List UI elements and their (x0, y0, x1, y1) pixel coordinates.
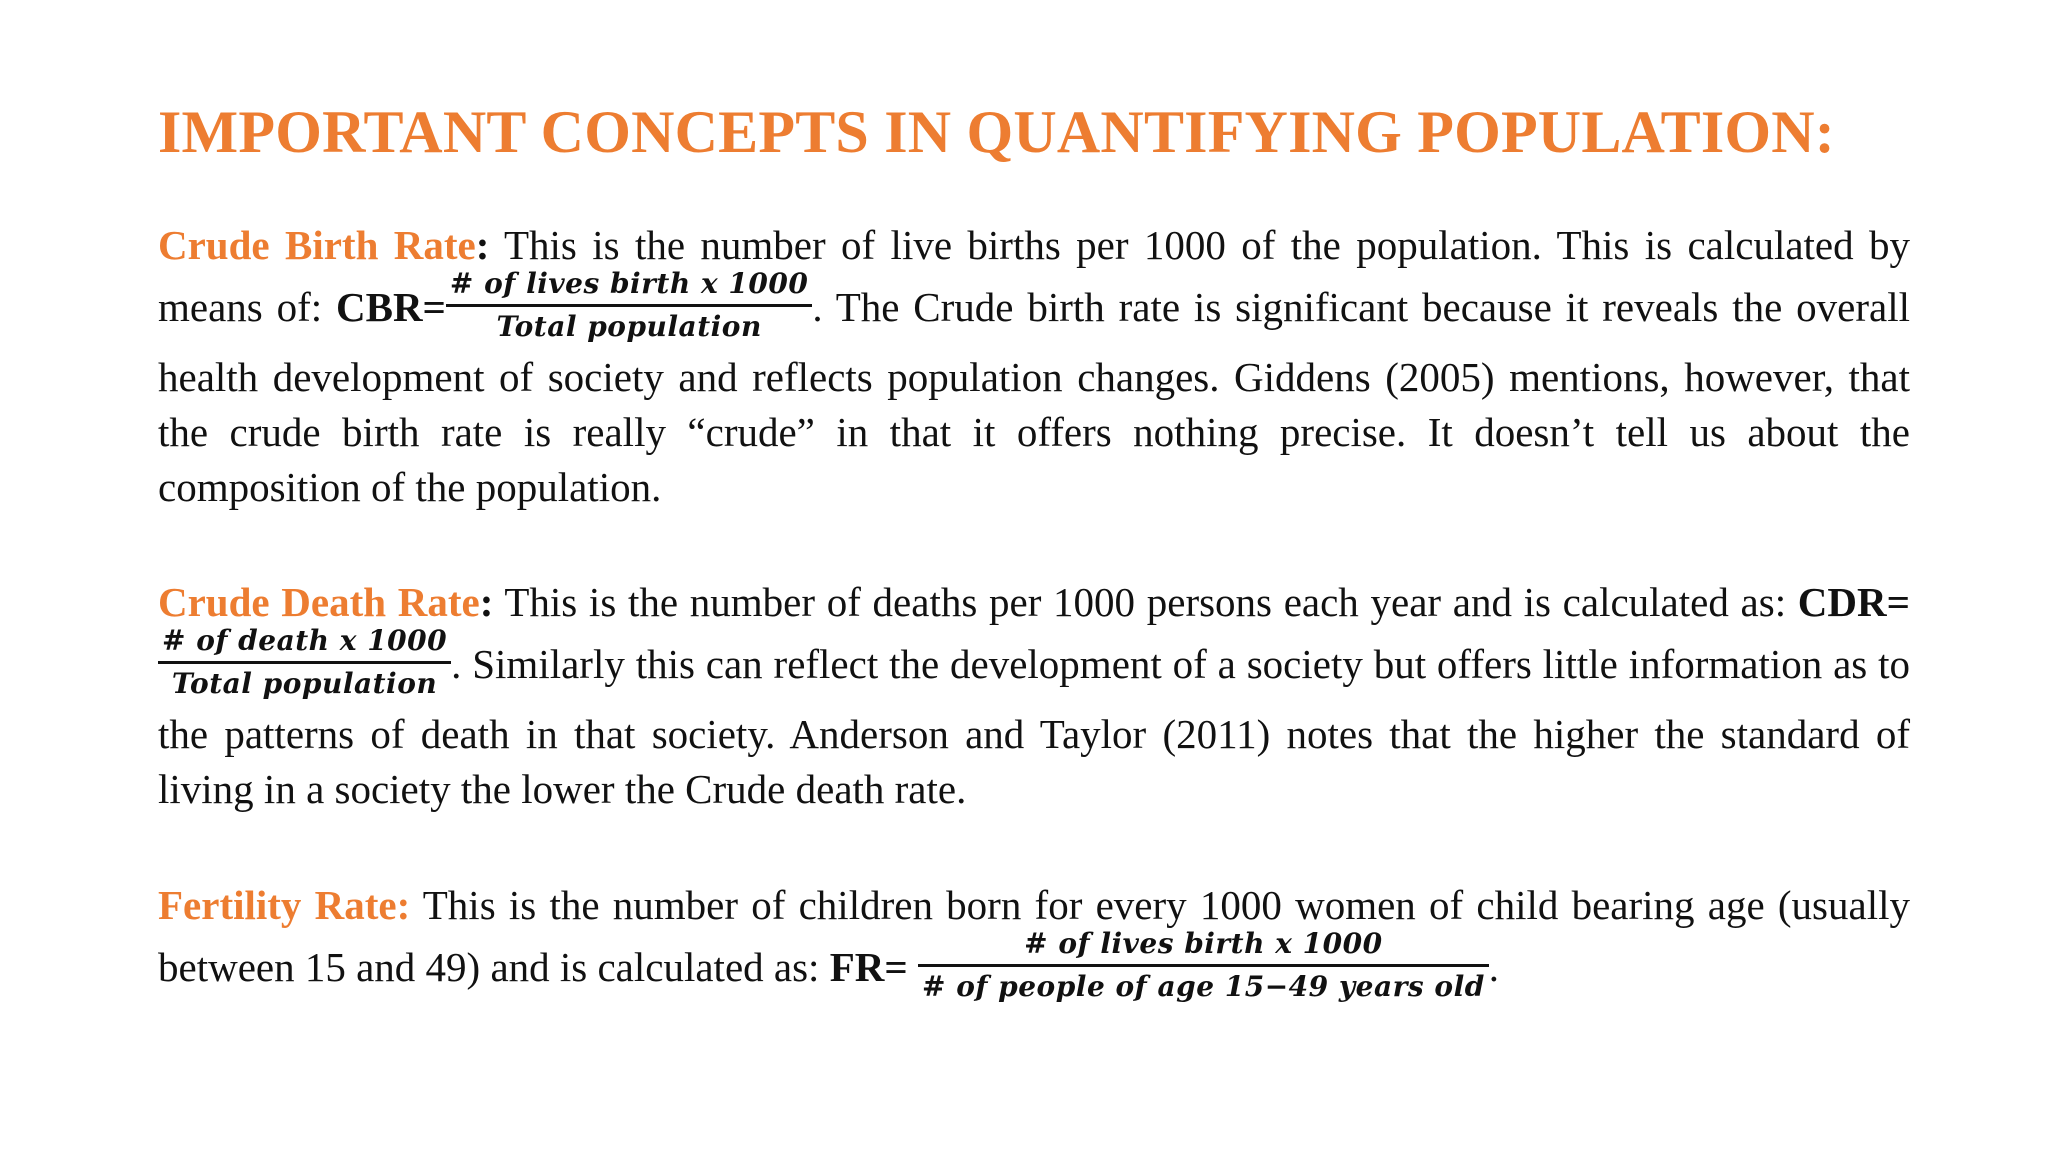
fr-denominator: # of people of age 15−49 years old (921, 970, 1485, 1003)
crude-birth-rate-term: Crude Birth Rate (158, 222, 476, 268)
fr-formula-label: FR= (829, 943, 908, 990)
crude-death-rate-term: Crude Death Rate (158, 579, 480, 625)
crude-birth-rate-intro: This is the number of live births per 1000 of the population. This is calculated by means of: (158, 222, 1910, 330)
cbr-numerator: # of lives birth x 1000 (446, 267, 812, 307)
fr-fraction (918, 927, 1489, 1004)
crude-birth-rate-explanation: . The Crude birth rate is significant because it reveals the overall health development of society and reflects population changes. Giddens (2005) mentions, however, that the crude birth rate is really “crude” in that it offers nothing precise. It doesn’t tell us about the composition of the population. (158, 283, 1910, 510)
cbr-formula-label: CBR= (335, 283, 446, 330)
cbr-denominator: Total population (496, 310, 762, 343)
crude-death-rate-paragraph (158, 575, 1910, 817)
fertility-rate-end: . (1488, 943, 1500, 990)
cdr-formula-label: CDR= (1797, 579, 1910, 625)
crude-birth-rate-paragraph (158, 218, 1910, 515)
cdr-numerator: # of death x 1000 (158, 624, 451, 664)
fertility-rate-intro: This is the number of children born for every 1000 women of child bearing age (usually between 15 and 49) and is calculated as: (158, 882, 1910, 990)
fr-numerator: # of lives birth x 1000 (918, 927, 1489, 967)
cbr-fraction (446, 267, 812, 344)
slide-title: IMPORTANT CONCEPTS IN QUANTIFYING POPULATION: (158, 99, 1835, 165)
fertility-rate-paragraph (158, 878, 1910, 1010)
crude-death-rate-explanation: . Similarly this can reflect the development of a society but offers little information as to the patterns of death in that society. Anderson and Taylor (2011) notes that the higher the standard of living in a society the lower the Crude death rate. (158, 640, 1910, 812)
crude-birth-rate-colon: : (475, 222, 490, 268)
fertility-rate-term: Fertility Rate: (158, 882, 411, 928)
cdr-denominator: Total population (171, 667, 438, 700)
cdr-fraction (158, 624, 451, 701)
crude-death-rate-intro: This is the number of deaths per 1000 persons each year and is calculated as: (493, 579, 1798, 625)
crude-death-rate-colon: : (479, 579, 494, 625)
